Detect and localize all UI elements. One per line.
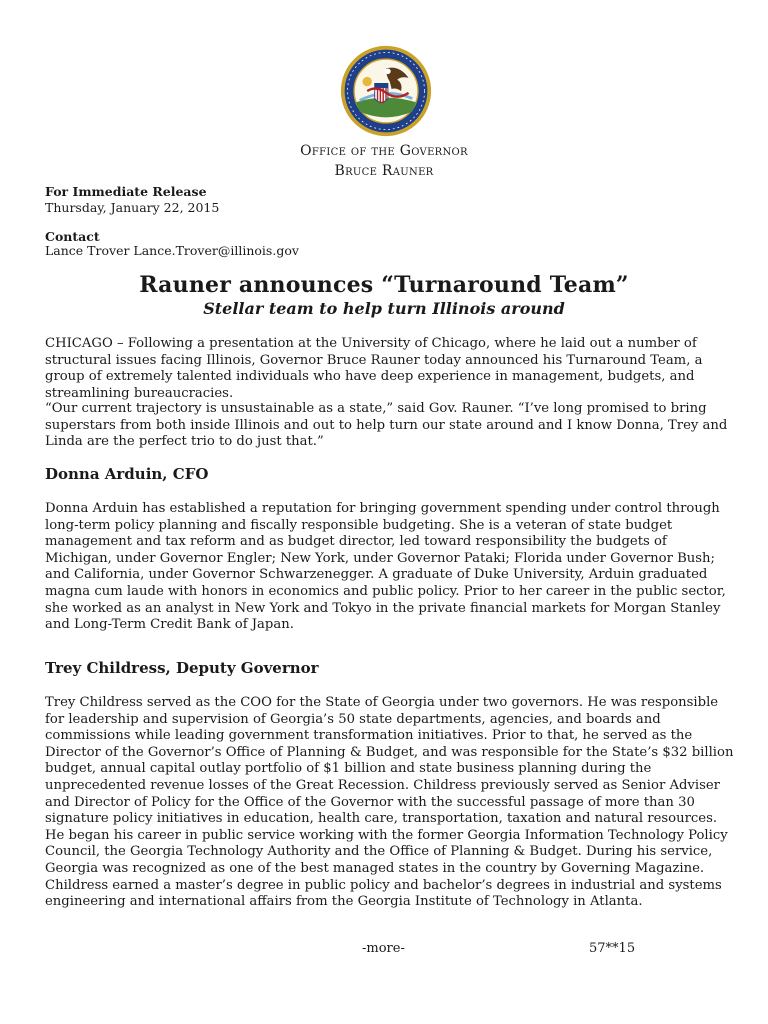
- quote-paragraph: “Our current trajectory is unsustainable as a state,” said Gov. Rauner. “I’ve long promised to bring superstars from both inside Illinois and out to help turn our state around and I know Donna, Trey and Linda are the perfect trio to do just that.”: [45, 401, 728, 450]
- subheadline: Stellar team to help turn Illinois around: [203, 299, 565, 318]
- governor-name: Bruce Rauner: [334, 163, 434, 179]
- more-marker: -more-: [362, 941, 405, 956]
- intro-paragraph: CHICAGO – Following a presentation at the University of Chicago, where he laid out a number of structural issues facing Illinois, Governor Bruce Rauner today announced his Turnaround Team, a group of extremely talented individuals who have deep experience in management, budgets, and streamlining bureaucracies.: [45, 336, 703, 401]
- section-title-childress: Trey Childress, Deputy Governor: [45, 659, 319, 677]
- release-code: 57**15: [589, 941, 636, 956]
- release-label: For Immediate Release: [45, 184, 207, 199]
- section-body-childress: Trey Childress served as the COO for the State of Georgia under two governors. He was responsible for leadership and supervision of Georgia’s 50 state departments, agencies, and boards and commissions while leading government transformation initiatives. Prior to that, he served as the Director of the Governor’s Office of Planning & Budget, and was responsible for the State’s $32 billion budget, annual capital outlay portfolio of $1 billion and state business planning during the unprecedented revenue losses of the Great Recession. Childress previously served as Senior Adviser and Director of Policy for the Office of the Governor with the successful passage of more than 30 signature policy initiatives in education, health care, transportation, taxation and natural resources. He began his career in public service working with the former Georgia Information Technology Policy Council, the Georgia Technology Authority and the Office of Planning & Budget. During his service, Georgia was recognized as one of the best managed states in the country by Governing Magazine. Childress earned a master’s degree in public policy and bachelor’s degrees in industrial and systems engineering and international affairs from the Georgia Institute of Technology in Atlanta.: [45, 695, 734, 910]
- headline: Rauner announces “Turnaround Team”: [139, 272, 629, 298]
- office-title: Office of the Governor: [300, 143, 468, 159]
- release-date: Thursday, January 22, 2015: [45, 200, 220, 215]
- illinois-state-seal-icon: [339, 44, 433, 138]
- section-title-arduin: Donna Arduin, CFO: [45, 465, 209, 483]
- contact-info: Lance Trover Lance.Trover@illinois.gov: [45, 243, 299, 258]
- contact-label: Contact: [45, 229, 100, 244]
- section-body-arduin: Donna Arduin has established a reputation for bringing government spending under control through long-term policy planning and fiscally responsible budgeting. She is a veteran of state budget management and tax reform and as budget director, led toward responsibility the budgets of Michigan, under Governor Engler; New York, under Governor Pataki; Florida under Governor Bush; and California, under Governor Schwarzenegger. A graduate of Duke University, Arduin graduated magna cum laude with honors in economics and public policy. Prior to her career in the public sector, she worked as an analyst in New York and Tokyo in the private financial markets for Morgan Stanley and Long-Term Credit Bank of Japan.: [45, 501, 726, 633]
